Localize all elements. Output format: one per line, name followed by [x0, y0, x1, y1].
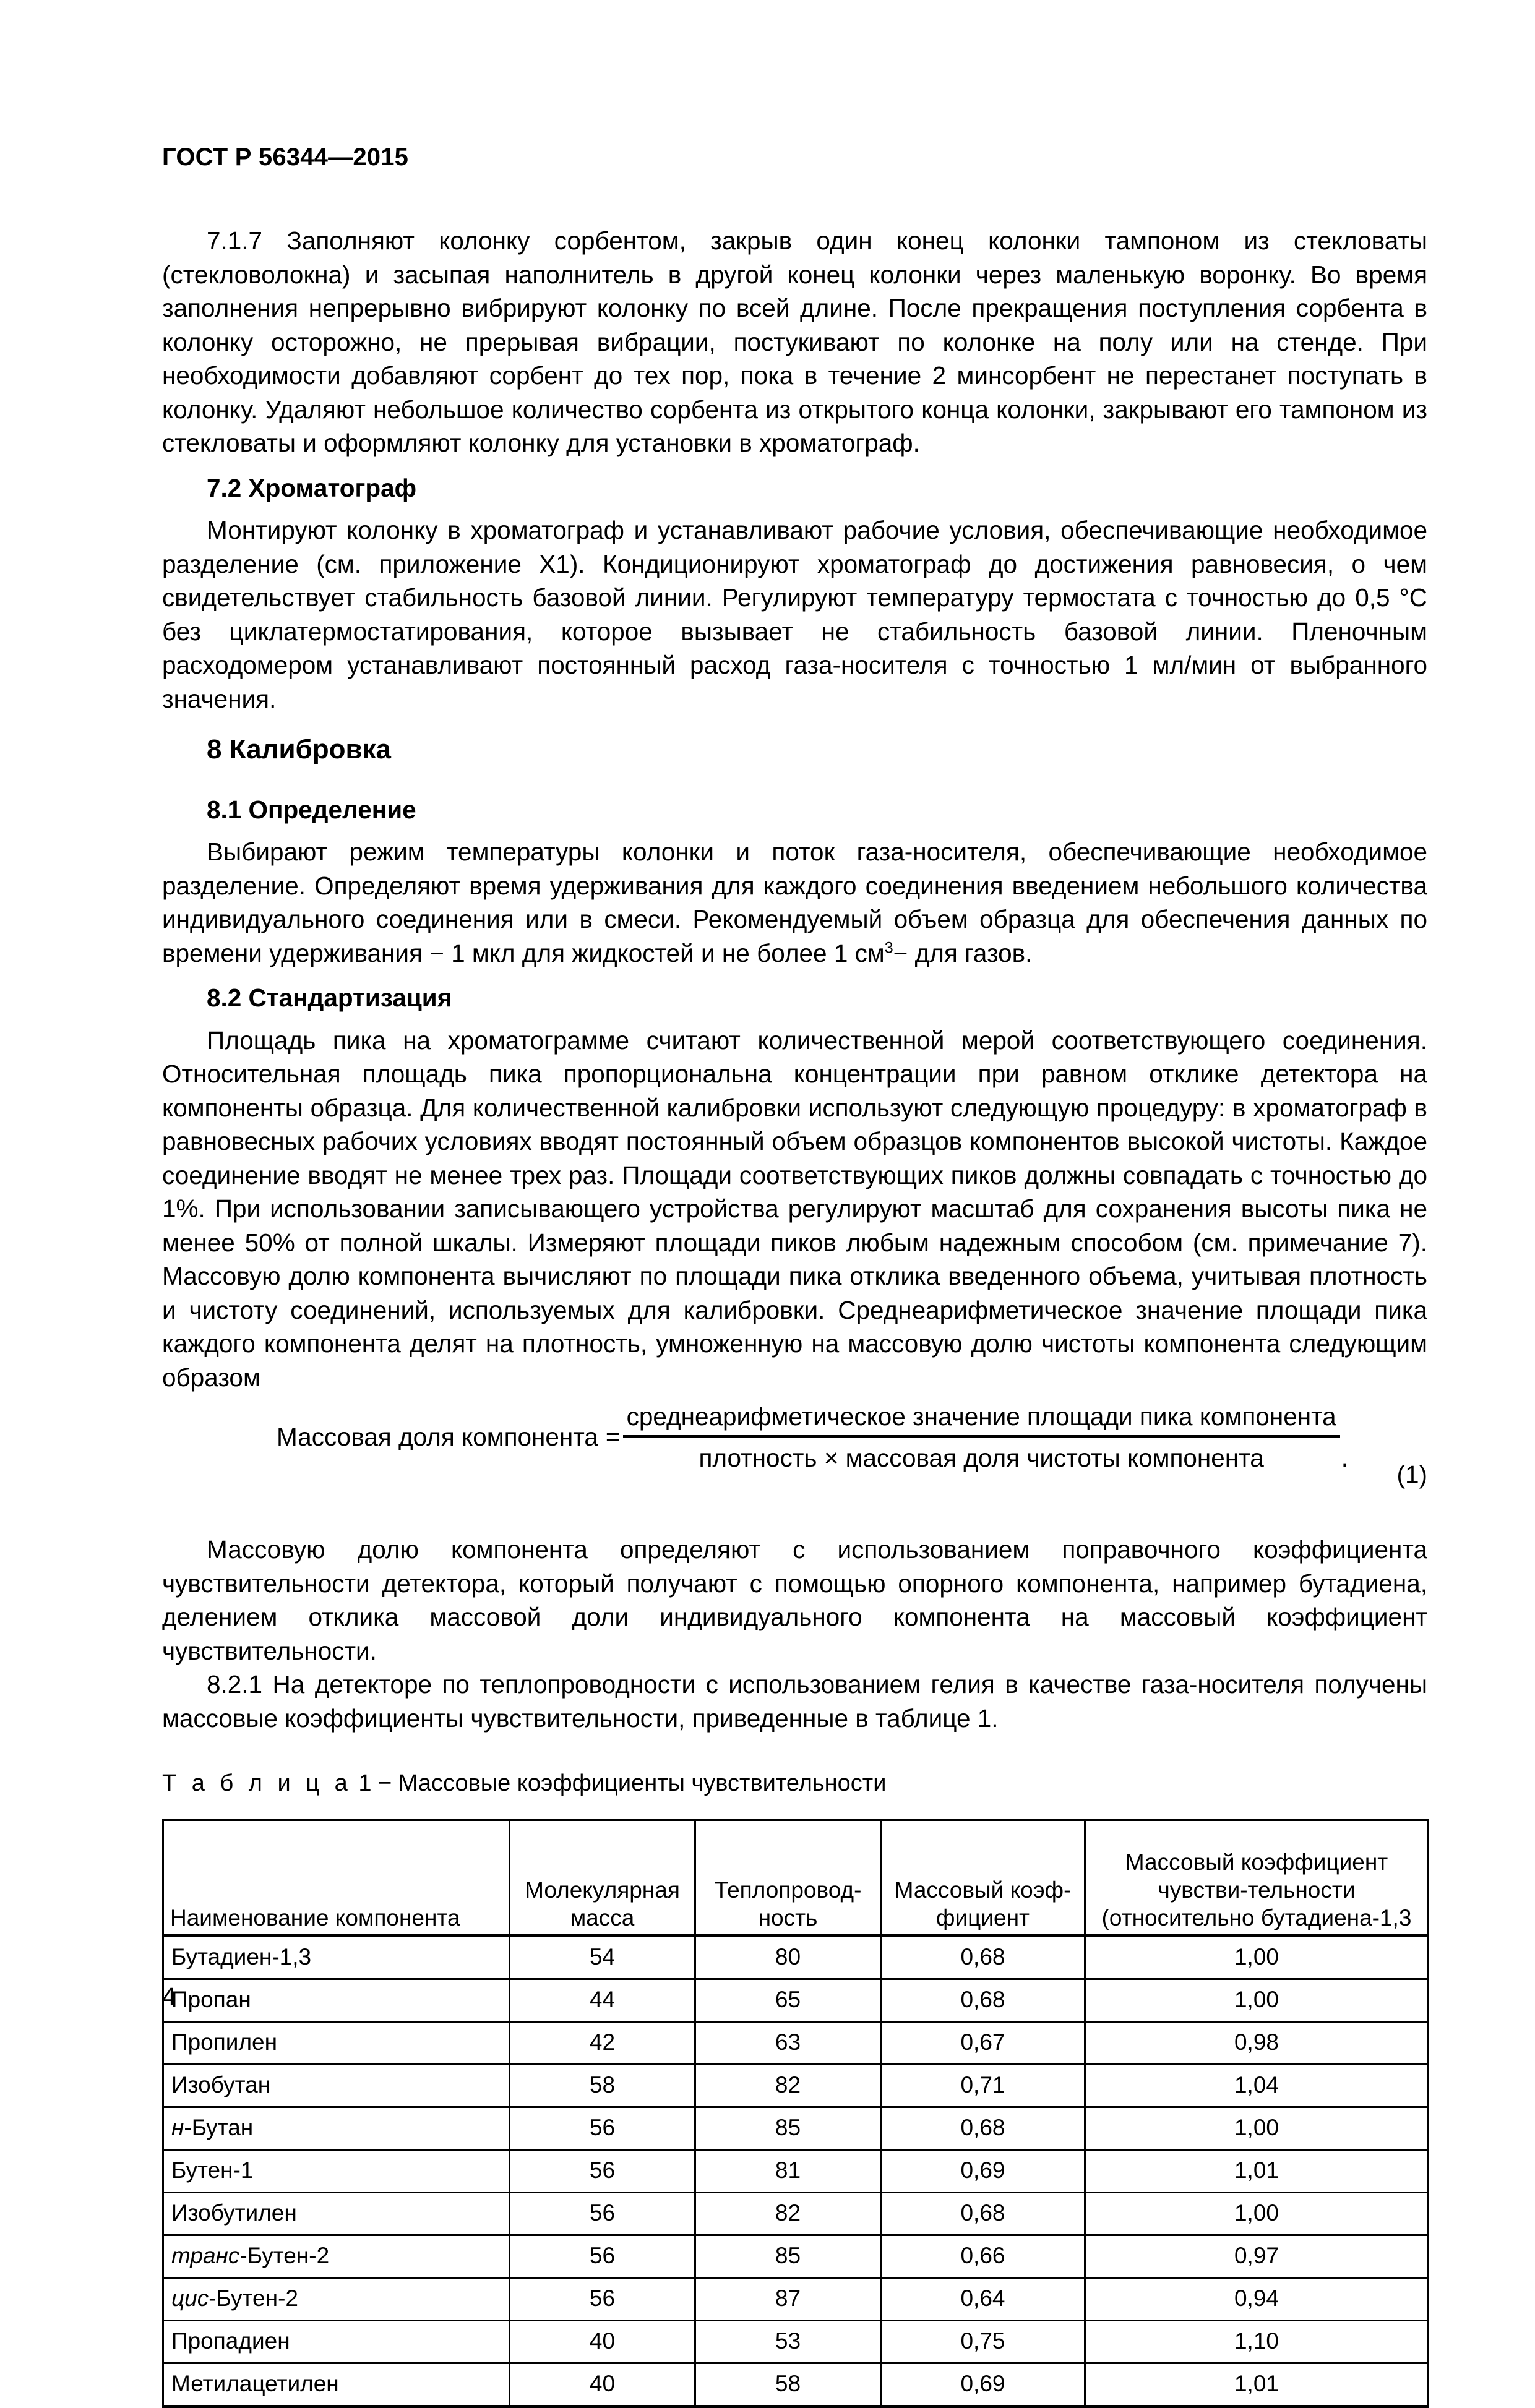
cell-component-name — [163, 2235, 510, 2277]
cell-mass-coefficient: 0,68 — [881, 2107, 1085, 2149]
cell-thermal-conductivity: 65 — [695, 1979, 881, 2021]
cell-relative-sensitivity: 1,00 — [1085, 2192, 1429, 2235]
component-name-text: Бутен-1 — [171, 2157, 254, 2183]
paragraph-8-1-part-a: Выбирают режим температуры колонки и поток газа-носителя, обеспечивающие необходимое разделение. Определяют время удерживания для каждого соединения введением небольшого количества индивидуального соединения или в смеси. Рекомендуемый объем образца для обеспечения данных по времени удерживания − 1 мкл для жидкостей и не более 1 см — [162, 838, 1427, 967]
standard-header: ГОСТ Р 56344—2015 — [162, 144, 409, 171]
cell-mass-coefficient: 0,66 — [881, 2235, 1085, 2277]
cell-molecular-mass: 54 — [510, 1935, 695, 1979]
component-name-text: Метилацетилен — [171, 2371, 339, 2397]
cell-mass-coefficient: 0,69 — [881, 2363, 1085, 2406]
cell-thermal-conductivity: 58 — [695, 2363, 881, 2406]
cell-relative-sensitivity: 0,98 — [1085, 2021, 1429, 2064]
table-row — [163, 2064, 1429, 2107]
cell-mass-coefficient: 0,68 — [881, 1935, 1085, 1979]
component-name-text: Пропадиен — [171, 2328, 290, 2354]
formula-numerator: среднеарифметическое значение площади пика компонента — [626, 1402, 1336, 1431]
table-row — [163, 2192, 1429, 2235]
column-header-mass-coefficient: Массовый коэф-фициент — [881, 1820, 1085, 1935]
table-row — [163, 2149, 1429, 2192]
table-row — [163, 2107, 1429, 2149]
cell-relative-sensitivity: 1,01 — [1085, 2363, 1429, 2406]
cell-thermal-conductivity: 53 — [695, 2320, 881, 2363]
heading-7-2: 7.2 Хроматограф — [207, 473, 417, 502]
cell-component-name — [163, 2363, 510, 2406]
cell-relative-sensitivity: 0,94 — [1085, 2277, 1429, 2320]
cell-relative-sensitivity: 1,00 — [1085, 1935, 1429, 1979]
table-row — [163, 2277, 1429, 2320]
cell-mass-coefficient: 0,68 — [881, 2192, 1085, 2235]
table-row — [163, 1979, 1429, 2021]
cell-molecular-mass: 42 — [510, 2021, 695, 2064]
formula-left-side: Массовая доля компонента — [277, 1423, 598, 1452]
paragraph-8-2-1: 8.2.1 На детекторе по теплопроводности с использованием гелия в качестве газа-носителя получены массовые коэффициенты чувствительности, приведенные в таблице 1. — [162, 1670, 1427, 1733]
cell-molecular-mass: 56 — [510, 2149, 695, 2192]
formula-number: (1) — [1396, 1460, 1427, 1489]
component-name-text: -Бутен-2 — [239, 2243, 330, 2269]
cell-relative-sensitivity: 1,04 — [1085, 2064, 1429, 2107]
table-row — [163, 2021, 1429, 2064]
component-name-prefix: транс — [171, 2243, 240, 2269]
heading-8-2: 8.2 Стандартизация — [207, 983, 452, 1013]
component-name-text: -Бутен-2 — [209, 2286, 298, 2312]
column-header-molecular-mass: Молекулярная масса — [510, 1820, 695, 1935]
formula-expression — [162, 1400, 1427, 1474]
table-caption-dash: − — [378, 1770, 392, 1797]
table-row — [163, 2235, 1429, 2277]
cell-component-name — [163, 2320, 510, 2363]
paragraph-8-1 — [162, 835, 1427, 970]
heading-8-1: 8.1 Определение — [207, 795, 416, 824]
cell-component-name — [163, 2021, 510, 2064]
cell-mass-coefficient: 0,68 — [881, 1979, 1085, 2021]
cell-molecular-mass: 56 — [510, 2277, 695, 2320]
cell-mass-coefficient: 0,64 — [881, 2277, 1085, 2320]
component-name-text: Пропан — [171, 1987, 251, 2013]
table-caption-number: 1 — [358, 1770, 372, 1797]
cell-thermal-conductivity: 85 — [695, 2107, 881, 2149]
cell-molecular-mass: 56 — [510, 2192, 695, 2235]
cell-thermal-conductivity: 82 — [695, 2192, 881, 2235]
formula-denominator: плотность × массовая доля чистоты компонента — [699, 1444, 1264, 1473]
formula-fraction — [623, 1400, 1340, 1474]
table-row — [163, 1935, 1429, 1979]
component-name-text: Изобутилен — [171, 2200, 297, 2226]
cell-thermal-conductivity: 81 — [695, 2149, 881, 2192]
component-name-prefix: н — [171, 2115, 184, 2141]
cell-mass-coefficient: 0,75 — [881, 2320, 1085, 2363]
formula-trailing-period: . — [1341, 1444, 1348, 1473]
cell-molecular-mass: 56 — [510, 2235, 695, 2277]
cell-mass-coefficient: 0,71 — [881, 2064, 1085, 2107]
component-name-text: Пропилен — [171, 2029, 278, 2055]
cell-relative-sensitivity: 1,00 — [1085, 1979, 1429, 2021]
cell-component-name — [163, 2277, 510, 2320]
cell-mass-coefficient: 0,67 — [881, 2021, 1085, 2064]
cell-molecular-mass: 40 — [510, 2363, 695, 2406]
cell-molecular-mass: 40 — [510, 2320, 695, 2363]
cell-thermal-conductivity: 85 — [695, 2235, 881, 2277]
component-name-prefix: цис — [171, 2286, 209, 2312]
page-content — [162, 144, 1427, 2408]
cell-component-name — [163, 2192, 510, 2235]
cell-relative-sensitivity: 1,10 — [1085, 2320, 1429, 2363]
table-caption — [162, 1770, 1427, 1798]
cell-component-name — [163, 1935, 510, 1979]
component-name-text: Изобутан — [171, 2072, 271, 2098]
component-name-text: -Бутан — [184, 2115, 254, 2141]
cell-thermal-conductivity: 63 — [695, 2021, 881, 2064]
cell-relative-sensitivity: 0,97 — [1085, 2235, 1429, 2277]
cell-mass-coefficient: 0,69 — [881, 2149, 1085, 2192]
paragraph-7-2: Монтируют колонку в хроматограф и устанавливают рабочие условия, обеспечивающие необходимое разделение (см. приложение Х1). Кондиционируют хроматограф до достижения равновесия, о чем свидетельствует стабильность базовой линии. Регулируют температуру термостата с точностью до 0,5 °С без циклатермостатирования, которое вызывает не стабильность базовой линии. Пленочным расходомером устанавливают постоянный расход газа-носителя с точностью 1 мл/мин от выбранного значения. — [162, 516, 1427, 713]
cell-thermal-conductivity: 80 — [695, 1935, 881, 1979]
cell-component-name — [163, 2149, 510, 2192]
cell-thermal-conductivity: 87 — [695, 2277, 881, 2320]
sensitivity-coefficients-table — [162, 1819, 1429, 2408]
formula-1 — [162, 1400, 1427, 1530]
column-header-thermal-conductivity: Теплопровод-ность — [695, 1820, 881, 1935]
table-row — [163, 2363, 1429, 2406]
paragraph-7-1-7: 7.1.7 Заполняют колонку сорбентом, закрыв один конец колонки тампоном из стекловаты (стекловолокна) и засыпая наполнитель в другой конец колонки через маленькую воронку. Во время заполнения непрерывно вибрируют колонку по всей длине. После прекращения поступления сорбента в колонку осторожно, не прерывая вибрации, постукивают по колонке на полу или на стенде. При необходимости добавляют сорбент до тех пор, пока в течение 2 минсорбент не перестанет поступать в колонку. Удаляют небольшое количество сорбента из открытого конца колонки, закрывают его тампоном из стекловаты и оформляют колонку для установки в хроматограф. — [162, 226, 1427, 457]
cell-molecular-mass: 58 — [510, 2064, 695, 2107]
table-header — [163, 1820, 1429, 1935]
superscript-cubic: 3 — [884, 939, 893, 957]
table-caption-text: Массовые коэффициенты чувствительности — [398, 1770, 887, 1797]
table-header-row — [163, 1820, 1429, 1935]
component-name-text: Бутадиен-1,3 — [171, 1944, 312, 1970]
page-number: 4 — [162, 1983, 176, 2010]
cell-relative-sensitivity: 1,01 — [1085, 2149, 1429, 2192]
cell-molecular-mass: 56 — [510, 2107, 695, 2149]
paragraph-8-1-part-b: − для газов. — [893, 938, 1033, 967]
cell-thermal-conductivity: 82 — [695, 2064, 881, 2107]
table-row — [163, 2320, 1429, 2363]
cell-molecular-mass: 44 — [510, 1979, 695, 2021]
paragraph-after-formula: Массовую долю компонента определяют с использованием поправочного коэффициента чувствительности детектора, который получают с помощью опорного компонента, например бутадиена, делением отклика массовой доли индивидуального компонента на массовый коэффициент чувствительности. — [162, 1535, 1427, 1665]
cell-component-name — [163, 2064, 510, 2107]
cell-relative-sensitivity: 1,00 — [1085, 2107, 1429, 2149]
cell-component-name — [163, 1979, 510, 2021]
column-header-component-name: Наименование компонента — [163, 1820, 510, 1935]
cell-component-name — [163, 2107, 510, 2149]
paragraph-8-2: Площадь пика на хроматограмме считают количественной мерой соответствующего соединения. Относительная площадь пика пропорциональна концентрации при равном отклике детектора на компоненты образца. Для количественной калибровки используют следующую процедуру: в хроматограф в равновесных рабочих условиях вводят постоянный объем образцов компонентов высокой чистоты. Каждое соединение вводят не менее трех раз. Площади соответствующих пиков должны совпадать с точностью до 1%. При использовании записывающего устройства регулируют масштаб для сохранения высоты пика не менее 50% от полной шкалы. Измеряют площади пиков любым надежным способом (см. примечание 7). Массовую долю компонента вычисляют по площади пика отклика введенного объема, учитывая плотность и чистоту соединений, используемых для калибровки. Среднеарифметическое значение площади пика каждого компонента делят на плотность, умноженную на массовую долю чистоты компонента следующим образом — [162, 1026, 1427, 1392]
heading-8: 8 Калибровка — [207, 734, 392, 765]
table-body — [163, 1935, 1429, 2406]
table-caption-label: Т а б л и ц а — [162, 1770, 352, 1797]
formula-equals-sign: = — [605, 1423, 621, 1452]
column-header-relative-sensitivity: Массовый коэффициент чувстви-тельности (относительно бутадиена-1,3 — [1085, 1820, 1429, 1935]
